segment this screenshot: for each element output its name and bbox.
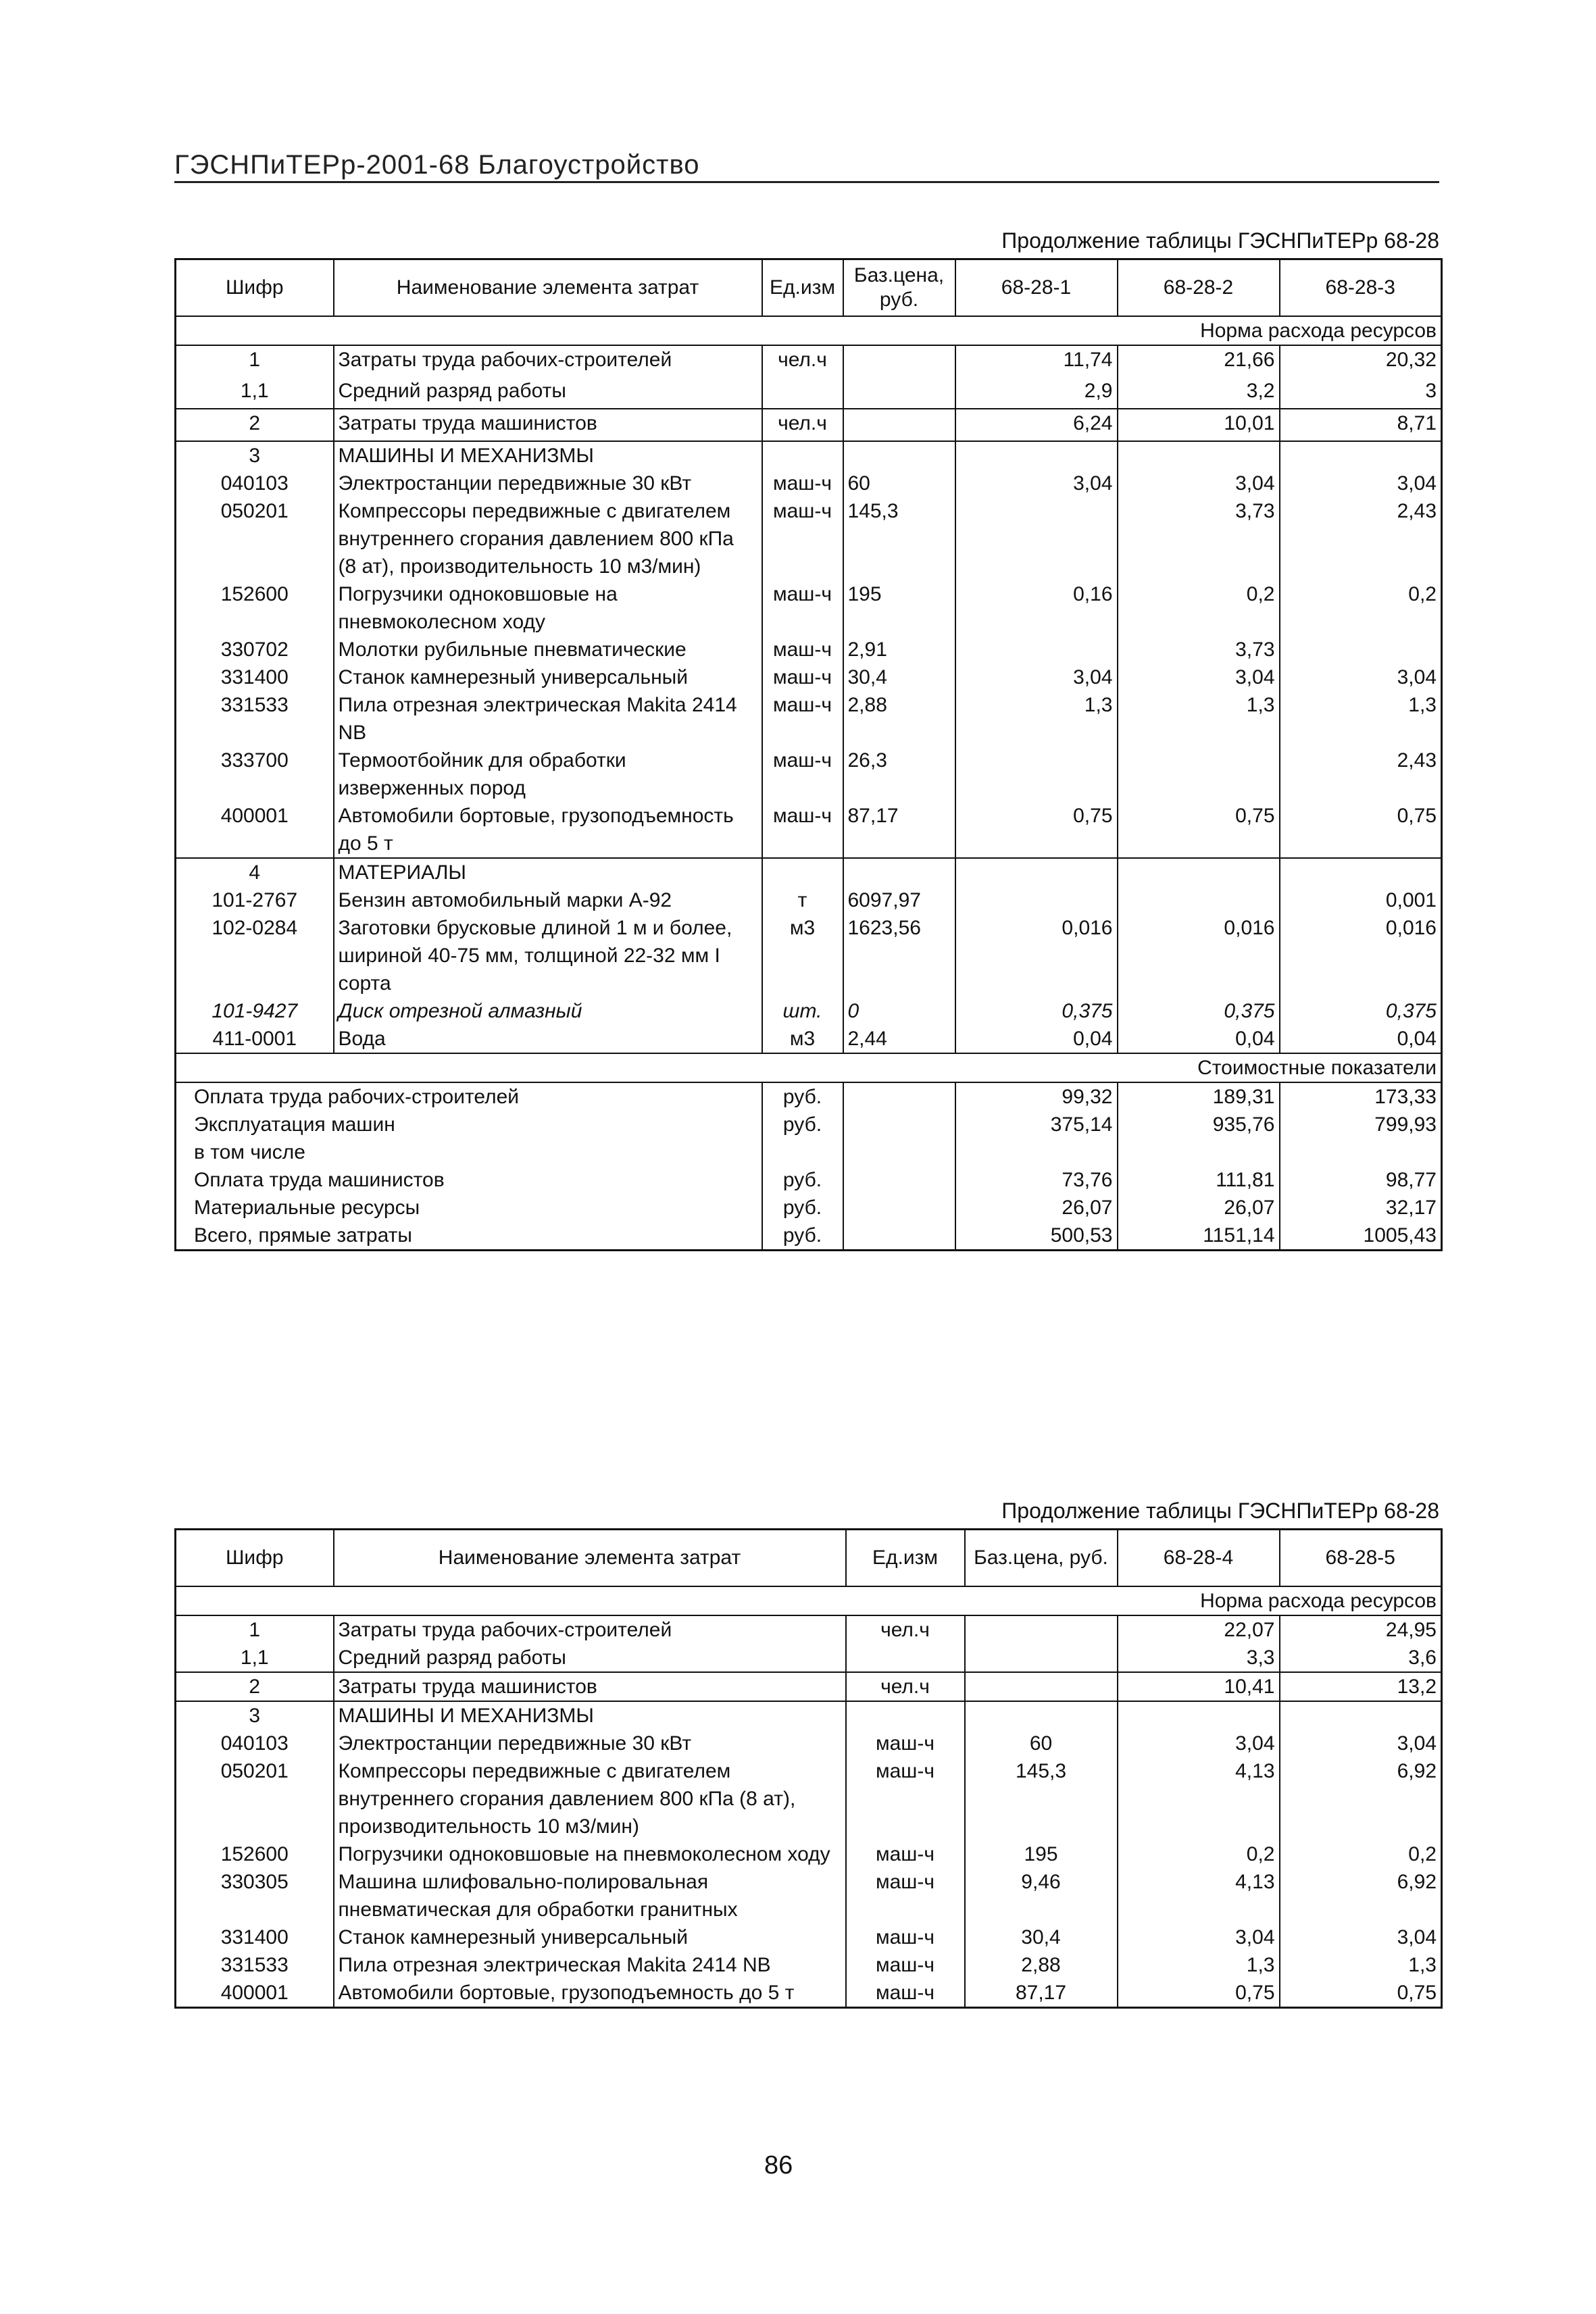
- row-name: Автомобили бортовые, грузоподъемность до 5 т: [334, 802, 762, 858]
- table-row: [176, 409, 1442, 441]
- row-value-68-28-3: 0,016: [1385, 917, 1437, 939]
- table-row: [176, 470, 1442, 497]
- row-unit: маш-ч: [773, 805, 832, 827]
- row-value-68-28-1: [955, 747, 1118, 802]
- row-name: Средний разряд работы: [334, 1644, 846, 1672]
- table1-header-row: [176, 259, 1442, 317]
- row-price: [843, 377, 955, 409]
- row-value-68-28-3: [1280, 441, 1442, 470]
- row-value-68-28-3: 2,43: [1397, 749, 1437, 772]
- table-row: [176, 441, 1442, 470]
- row-unit: маш-ч: [876, 1843, 934, 1865]
- row-value-68-28-4: 0,2: [1118, 1840, 1280, 1868]
- row-value-68-28-3: 3,04: [1397, 666, 1437, 688]
- col-price-header: Баз.цена, руб.: [843, 259, 955, 317]
- row-value-68-28-4: 0,75: [1118, 1979, 1280, 2008]
- table-row: [176, 802, 1442, 858]
- row-price: 87,17: [965, 1979, 1118, 2008]
- table-row: [176, 497, 1442, 580]
- cost-price-empty: [843, 1222, 955, 1251]
- row-value-68-28-3: 2,43: [1397, 500, 1437, 522]
- row-price: 30,4: [843, 663, 955, 691]
- row-code: 1,1: [240, 1646, 269, 1669]
- row-code: 331533: [220, 694, 289, 716]
- row-unit: [846, 1701, 965, 1730]
- cost-unit: руб.: [762, 1222, 843, 1251]
- row-value-68-28-4: 4,13: [1118, 1868, 1280, 1923]
- row-price: [965, 1615, 1118, 1644]
- cost-value-68-28-3: 98,77: [1385, 1169, 1437, 1191]
- row-code: 050201: [220, 500, 289, 522]
- row-price: 195: [843, 580, 955, 636]
- row-code: 331400: [220, 666, 289, 688]
- row-name: Электростанции передвижные 30 кВт: [334, 470, 762, 497]
- row-value-68-28-2: 3,73: [1118, 497, 1280, 580]
- row-value-68-28-1: 0,375: [955, 997, 1118, 1025]
- row-value-68-28-1: 1,3: [955, 691, 1118, 747]
- row-code: 102-0284: [211, 917, 298, 939]
- row-value-68-28-2: [1118, 886, 1280, 914]
- row-value-68-28-5: 0,75: [1397, 1982, 1437, 2004]
- row-value-68-28-2: [1118, 858, 1280, 886]
- row-code: 4: [176, 858, 334, 886]
- cost-value-68-28-3: 32,17: [1385, 1197, 1437, 1219]
- cost-value-68-28-1: [955, 1138, 1118, 1166]
- cost-price-empty: [843, 1166, 955, 1194]
- table-row: [176, 1644, 1442, 1672]
- row-price: 30,4: [965, 1923, 1118, 1951]
- col-name-header: Наименование элемента затрат: [334, 259, 762, 317]
- cost-row: [176, 1111, 1442, 1138]
- row-value-68-28-4: [1118, 1701, 1280, 1730]
- row-code: 152600: [220, 583, 289, 605]
- row-unit: т: [797, 889, 807, 911]
- row-price: 60: [965, 1730, 1118, 1757]
- row-code: 400001: [220, 805, 289, 827]
- row-value-68-28-3: 0,001: [1385, 889, 1437, 911]
- table-row: [176, 886, 1442, 914]
- row-value-68-28-5: 3,6: [1408, 1646, 1437, 1669]
- table-row: [176, 914, 1442, 997]
- cost-name: Оплата труда машинистов: [194, 1169, 445, 1191]
- row-code: 2: [176, 409, 334, 441]
- row-unit: маш-ч: [876, 1982, 934, 2004]
- row-value-68-28-4: 22,07: [1118, 1615, 1280, 1644]
- cost-unit: руб.: [762, 1166, 843, 1194]
- row-value-68-28-3: 0,2: [1408, 583, 1437, 605]
- cost-value-68-28-1: 26,07: [955, 1194, 1118, 1222]
- row-value-68-28-3: 1,3: [1408, 694, 1437, 716]
- cost-unit: руб.: [762, 1111, 843, 1138]
- row-name: Заготовки брусковые длиной 1 м и более, шириной 40-75 мм, толщиной 22-32 мм I сорта: [334, 914, 762, 997]
- row-unit: чел.ч: [880, 1619, 930, 1641]
- row-price: [843, 345, 955, 377]
- row-name: Погрузчики одноковшовые на пневмоколесном ходу: [334, 1840, 846, 1868]
- row-name: Затраты труда машинистов: [334, 409, 762, 441]
- norm-label: Норма расхода ресурсов: [955, 316, 1442, 345]
- cost-value-68-28-1: 375,14: [955, 1111, 1118, 1138]
- table-row: [176, 1923, 1442, 1951]
- row-value-68-28-4: 1,3: [1118, 1951, 1280, 1979]
- row-value-68-28-1: 0,04: [955, 1025, 1118, 1053]
- row-code: 400001: [220, 1982, 289, 2004]
- cost-price-empty: [843, 1138, 955, 1166]
- cost-value-68-28-2: 26,07: [1118, 1194, 1280, 1222]
- table-row: [176, 1615, 1442, 1644]
- row-unit: чел.ч: [778, 349, 827, 371]
- row-name: Автомобили бортовые, грузоподъемность до 5 т: [334, 1979, 846, 2008]
- row-price: 6097,97: [843, 886, 955, 914]
- cost-value-68-28-3: 173,33: [1280, 1082, 1442, 1111]
- cost-spacer: [176, 1053, 955, 1082]
- row-code: 3: [176, 441, 334, 470]
- table-row: [176, 1672, 1442, 1701]
- row-code: 2: [176, 1672, 334, 1701]
- row-unit: м3: [789, 917, 816, 939]
- row-value-68-28-4: 3,04: [1118, 1730, 1280, 1757]
- cost-unit: руб.: [762, 1082, 843, 1111]
- table-row: [176, 1701, 1442, 1730]
- row-code: 330305: [220, 1871, 289, 1893]
- row-name: Затраты труда машинистов: [334, 1672, 846, 1701]
- row-unit: маш-ч: [773, 749, 832, 772]
- col-68-28-5-header: 68-28-5: [1280, 1530, 1442, 1587]
- row-name: Погрузчики одноковшовые на пневмоколесном ходу: [334, 580, 762, 636]
- row-name: МАШИНЫ И МЕХАНИЗМЫ: [334, 441, 762, 470]
- row-unit: м3: [789, 1028, 816, 1050]
- row-value-68-28-3: 0,75: [1397, 805, 1437, 827]
- row-value-68-28-1: 0,75: [955, 802, 1118, 858]
- table-row: [176, 691, 1442, 747]
- row-code: 333700: [220, 749, 289, 772]
- row-value-68-28-2: 0,375: [1118, 997, 1280, 1025]
- row-value-68-28-1: [955, 441, 1118, 470]
- row-code: 152600: [220, 1843, 289, 1865]
- row-value-68-28-4: 4,13: [1118, 1757, 1280, 1840]
- row-name: Компрессоры передвижные с двигателем внутреннего сгорания давлением 800 кПа (8 ат), производительность 10 м3/мин): [334, 497, 762, 580]
- row-value-68-28-2: 0,016: [1118, 914, 1280, 997]
- row-value-68-28-2: [1118, 441, 1280, 470]
- table-row: [176, 1730, 1442, 1757]
- row-code: 101-2767: [211, 889, 298, 911]
- row-value-68-28-1: 11,74: [955, 345, 1118, 377]
- row-price: 60: [843, 470, 955, 497]
- cost-price-empty: [843, 1194, 955, 1222]
- row-value-68-28-3: 0,04: [1397, 1028, 1437, 1050]
- row-unit: маш-ч: [876, 1954, 934, 1976]
- row-price: 2,88: [843, 691, 955, 747]
- cost-value-68-28-3: [1280, 1138, 1442, 1166]
- row-value-68-28-2: 3,73: [1118, 636, 1280, 663]
- row-code: 101-9427: [211, 1000, 298, 1022]
- cost-value-68-28-1: 73,76: [955, 1166, 1118, 1194]
- table1-caption: Продолжение таблицы ГЭСНПиТЕРр 68-28: [1001, 228, 1439, 253]
- row-code: 3: [176, 1701, 334, 1730]
- row-code: 330702: [220, 638, 289, 661]
- row-value-68-28-4: 3,04: [1118, 1923, 1280, 1951]
- row-unit: шт.: [782, 1000, 822, 1022]
- row-unit: маш-ч: [773, 500, 832, 522]
- row-value-68-28-1: [955, 886, 1118, 914]
- row-unit: [762, 377, 843, 409]
- row-unit: чел.ч: [846, 1672, 965, 1701]
- row-name: МАТЕРИАЛЫ: [334, 858, 762, 886]
- row-name: Средний разряд работы: [334, 377, 762, 409]
- cost-value-68-28-2: 1151,14: [1118, 1222, 1280, 1251]
- col-unit-header: Ед.изм: [762, 259, 843, 317]
- row-value-68-28-3: [1280, 636, 1442, 663]
- row-name: Станок камнерезный универсальный: [334, 1923, 846, 1951]
- col-code-header: Шифр: [176, 259, 334, 317]
- row-unit: маш-ч: [773, 666, 832, 688]
- row-price: [843, 858, 955, 886]
- row-value-68-28-4: 3,3: [1118, 1644, 1280, 1672]
- row-unit: маш-ч: [773, 583, 832, 605]
- cost-unit: [762, 1138, 843, 1166]
- row-value-68-28-2: 3,2: [1118, 377, 1280, 409]
- row-value-68-28-5: 6,92: [1397, 1760, 1437, 1782]
- row-name: МАШИНЫ И МЕХАНИЗМЫ: [334, 1701, 846, 1730]
- row-value-68-28-2: 10,01: [1118, 409, 1280, 441]
- row-name: Пила отрезная электрическая Makita 2414 NB: [334, 1951, 846, 1979]
- row-name: Затраты труда рабочих-строителей: [334, 1615, 846, 1644]
- cost-price-empty: [843, 1111, 955, 1138]
- row-value-68-28-3: 0,375: [1385, 1000, 1437, 1022]
- header-rule: [174, 181, 1439, 183]
- row-unit: маш-ч: [876, 1732, 934, 1755]
- row-value-68-28-3: 3,04: [1397, 472, 1437, 495]
- cost-price-empty: [843, 1082, 955, 1111]
- row-value-68-28-5: [1280, 1701, 1442, 1730]
- row-price: 9,46: [965, 1868, 1118, 1923]
- row-value-68-28-5: 0,2: [1408, 1843, 1437, 1865]
- table-row: [176, 997, 1442, 1025]
- row-name: Затраты труда рабочих-строителей: [334, 345, 762, 377]
- table-row: [176, 747, 1442, 802]
- row-name: Молотки рубильные пневматические: [334, 636, 762, 663]
- row-value-68-28-3: 3: [1425, 380, 1437, 402]
- row-price: 0: [843, 997, 955, 1025]
- row-value-68-28-2: 0,2: [1118, 580, 1280, 636]
- row-name: Бензин автомобильный марки А-92: [334, 886, 762, 914]
- row-unit: маш-ч: [773, 472, 832, 495]
- col-name-header: Наименование элемента затрат: [334, 1530, 846, 1587]
- cost-row: [176, 1194, 1442, 1222]
- row-value-68-28-1: 3,04: [955, 470, 1118, 497]
- row-name: Электростанции передвижные 30 кВт: [334, 1730, 846, 1757]
- row-price: [965, 1701, 1118, 1730]
- row-value-68-28-2: 3,04: [1118, 663, 1280, 691]
- row-value-68-28-2: 3,04: [1118, 470, 1280, 497]
- col-68-28-4-header: 68-28-4: [1118, 1530, 1280, 1587]
- col-code-header: Шифр: [176, 1530, 334, 1587]
- row-name: Вода: [334, 1025, 762, 1053]
- row-value-68-28-3: 20,32: [1385, 349, 1437, 371]
- row-value-68-28-1: [955, 497, 1118, 580]
- row-code: 050201: [220, 1760, 289, 1782]
- table-row: [176, 1025, 1442, 1053]
- resource-table-2: [174, 1528, 1443, 2009]
- row-value-68-28-1: 0,16: [955, 580, 1118, 636]
- cost-unit: руб.: [762, 1194, 843, 1222]
- col-68-28-3-header: 68-28-3: [1280, 259, 1442, 317]
- row-unit: [762, 441, 843, 470]
- table-row: [176, 345, 1442, 377]
- row-price: [965, 1672, 1118, 1701]
- row-code: 040103: [220, 472, 289, 495]
- cost-value-68-28-3: 1005,43: [1363, 1224, 1437, 1247]
- cost-name: Эксплуатация машин: [194, 1113, 395, 1136]
- row-price: 2,88: [965, 1951, 1118, 1979]
- row-value-68-28-1: 2,9: [955, 377, 1118, 409]
- row-price: 26,3: [843, 747, 955, 802]
- row-price: 145,3: [843, 497, 955, 580]
- table-row: [176, 663, 1442, 691]
- page-header-title: ГЭСНПиТЕРр-2001-68 Благоустройство: [174, 150, 700, 180]
- row-value-68-28-5: 6,92: [1397, 1871, 1437, 1893]
- row-unit: маш-ч: [876, 1871, 934, 1893]
- cost-name: Материальные ресурсы: [194, 1197, 420, 1219]
- row-price: [843, 409, 955, 441]
- row-value-68-28-1: 0,016: [955, 914, 1118, 997]
- row-code: 1: [249, 349, 261, 371]
- cost-value-68-28-2: 189,31: [1118, 1082, 1280, 1111]
- row-price: 195: [965, 1840, 1118, 1868]
- row-name: Термоотбойник для обработки изверженных пород: [334, 747, 762, 802]
- cost-value-68-28-3: 799,93: [1374, 1113, 1437, 1136]
- row-price: 2,91: [843, 636, 955, 663]
- row-code: 331533: [220, 1954, 289, 1976]
- row-unit: маш-ч: [876, 1926, 934, 1948]
- cost-value-68-28-2: 935,76: [1118, 1111, 1280, 1138]
- row-code: 1: [249, 1619, 261, 1641]
- row-value-68-28-3: [1280, 858, 1442, 886]
- row-value-68-28-5: 1,3: [1408, 1954, 1437, 1976]
- cost-row: [176, 1082, 1442, 1111]
- row-price: 87,17: [843, 802, 955, 858]
- table-row: [176, 580, 1442, 636]
- row-value-68-28-1: 6,24: [955, 409, 1118, 441]
- row-unit: чел.ч: [762, 409, 843, 441]
- cost-name: Всего, прямые затраты: [194, 1224, 412, 1247]
- row-unit: маш-ч: [773, 694, 832, 716]
- row-name: Компрессоры передвижные с двигателем внутреннего сгорания давлением 800 кПа (8 ат), производительность 10 м3/мин): [334, 1757, 846, 1840]
- row-name: Машина шлифовально-полировальная пневматическая для обработки гранитных: [334, 1868, 846, 1923]
- row-price: [843, 441, 955, 470]
- cost-row: [176, 1138, 1442, 1166]
- row-name: Диск отрезной алмазный: [334, 997, 762, 1025]
- row-value-68-28-3: 8,71: [1280, 409, 1442, 441]
- table-row: [176, 636, 1442, 663]
- table-row: [176, 1757, 1442, 1840]
- cost-row: [176, 1166, 1442, 1194]
- cost-value-68-28-1: 99,32: [955, 1082, 1118, 1111]
- row-value-68-28-5: 13,2: [1280, 1672, 1442, 1701]
- row-name: Станок камнерезный универсальный: [334, 663, 762, 691]
- row-value-68-28-2: 1,3: [1118, 691, 1280, 747]
- row-value-68-28-2: 21,66: [1118, 345, 1280, 377]
- table2-header-row: [176, 1530, 1442, 1587]
- norm-label: Норма расхода ресурсов: [1118, 1586, 1442, 1615]
- row-price: 2,44: [843, 1025, 955, 1053]
- row-code: 331400: [220, 1926, 289, 1948]
- row-value-68-28-1: [955, 636, 1118, 663]
- cost-value-68-28-1: 500,53: [955, 1222, 1118, 1251]
- row-value-68-28-5: 3,04: [1397, 1926, 1437, 1948]
- row-value-68-28-2: 0,04: [1118, 1025, 1280, 1053]
- row-code: 411-0001: [212, 1028, 297, 1050]
- row-unit: маш-ч: [876, 1760, 934, 1782]
- row-name: Пила отрезная электрическая Makita 2414 NB: [334, 691, 762, 747]
- norm-label-row: [176, 316, 1442, 345]
- col-unit-header: Ед.изм: [846, 1530, 965, 1587]
- table-row: [176, 1979, 1442, 2008]
- row-value-68-28-5: 3,04: [1397, 1732, 1437, 1755]
- resource-table-1: [174, 258, 1443, 1251]
- col-68-28-2-header: 68-28-2: [1118, 259, 1280, 317]
- row-unit: [762, 858, 843, 886]
- table-row: [176, 1868, 1442, 1923]
- row-value-68-28-1: [955, 858, 1118, 886]
- col-68-28-1-header: 68-28-1: [955, 259, 1118, 317]
- cost-name: в том числе: [194, 1141, 305, 1163]
- table2-caption: Продолжение таблицы ГЭСНПиТЕРр 68-28: [1001, 1499, 1439, 1523]
- table-row: [176, 1840, 1442, 1868]
- norm-label-row: [176, 1586, 1442, 1615]
- row-unit: маш-ч: [773, 638, 832, 661]
- row-value-68-28-4: 10,41: [1118, 1672, 1280, 1701]
- table-row: [176, 1951, 1442, 1979]
- row-unit: [846, 1644, 965, 1672]
- row-value-68-28-5: 24,95: [1385, 1619, 1437, 1641]
- row-price: [965, 1644, 1118, 1672]
- cost-value-68-28-2: 111,81: [1118, 1166, 1280, 1194]
- table-row: [176, 858, 1442, 886]
- col-price-header: Баз.цена, руб.: [965, 1530, 1118, 1587]
- row-value-68-28-2: [1118, 747, 1280, 802]
- cost-row: [176, 1222, 1442, 1251]
- cost-name: Оплата труда рабочих-строителей: [176, 1082, 762, 1111]
- row-code: 1,1: [240, 380, 269, 402]
- norm-spacer: [176, 316, 955, 345]
- cost-label-row: [176, 1053, 1442, 1082]
- cost-label: Стоимостные показатели: [955, 1053, 1442, 1082]
- row-price: 1623,56: [843, 914, 955, 997]
- page-number: 86: [764, 2151, 793, 2180]
- row-code: 040103: [220, 1732, 289, 1755]
- row-value-68-28-2: 0,75: [1118, 802, 1280, 858]
- table-row: [176, 377, 1442, 409]
- cost-value-68-28-2: [1118, 1138, 1280, 1166]
- norm-spacer: [176, 1586, 1118, 1615]
- row-value-68-28-1: 3,04: [955, 663, 1118, 691]
- row-price: 145,3: [965, 1757, 1118, 1840]
